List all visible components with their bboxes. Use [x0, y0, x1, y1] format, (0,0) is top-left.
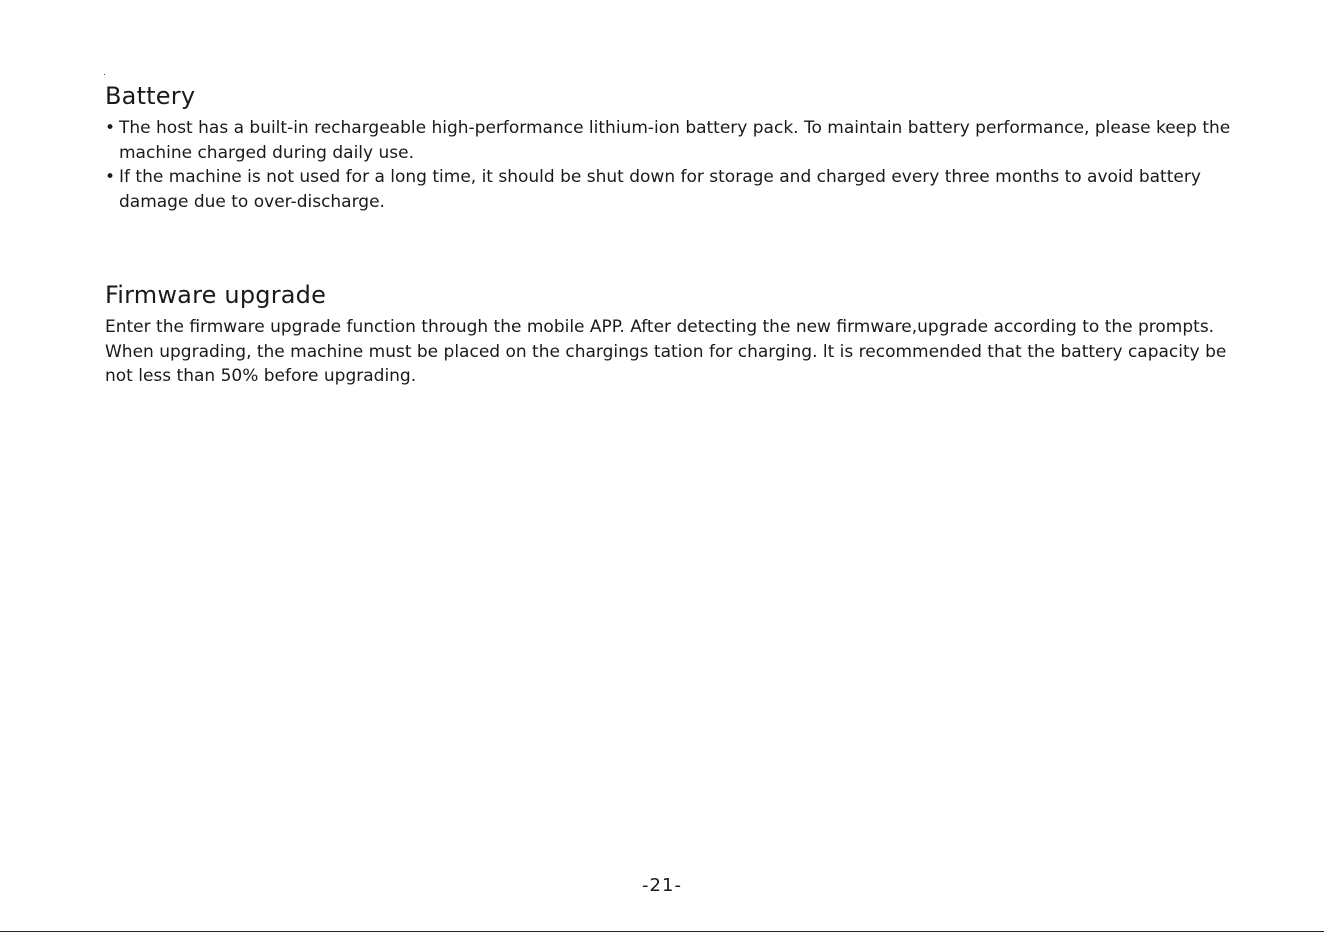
battery-section: [105, 80, 1235, 214]
stray-mark: [104, 74, 105, 75]
battery-bullet-list: [105, 116, 1235, 214]
bottom-divider: [0, 931, 1324, 932]
battery-bullet-text: If the machine is not used for a long time, it should be shut down for storage and charged every three months to avoid battery damage due to over-discharge.: [119, 167, 1201, 212]
firmware-heading: Firmware upgrade: [105, 281, 327, 309]
firmware-section: [105, 279, 1235, 389]
battery-bullet-item: [105, 116, 1235, 165]
bullet-icon: •: [105, 167, 116, 187]
firmware-paragraph: Enter the firmware upgrade function through the mobile APP. After detecting the new firmware,upgrade according to the prompts. When upgrading, the machine must be placed on the chargings tation for charging. lt is recommended that the battery capacity be not less than 50% before upgrading.: [105, 317, 1227, 386]
battery-heading: Battery: [105, 82, 196, 110]
battery-bullet-text: The host has a built-in rechargeable high-performance lithium-ion battery pack. To maintain battery performance, please keep the machine charged during daily use.: [119, 118, 1231, 163]
battery-bullet-item: [105, 165, 1235, 214]
page-number: -21-: [642, 875, 682, 896]
bullet-icon: •: [105, 118, 116, 138]
